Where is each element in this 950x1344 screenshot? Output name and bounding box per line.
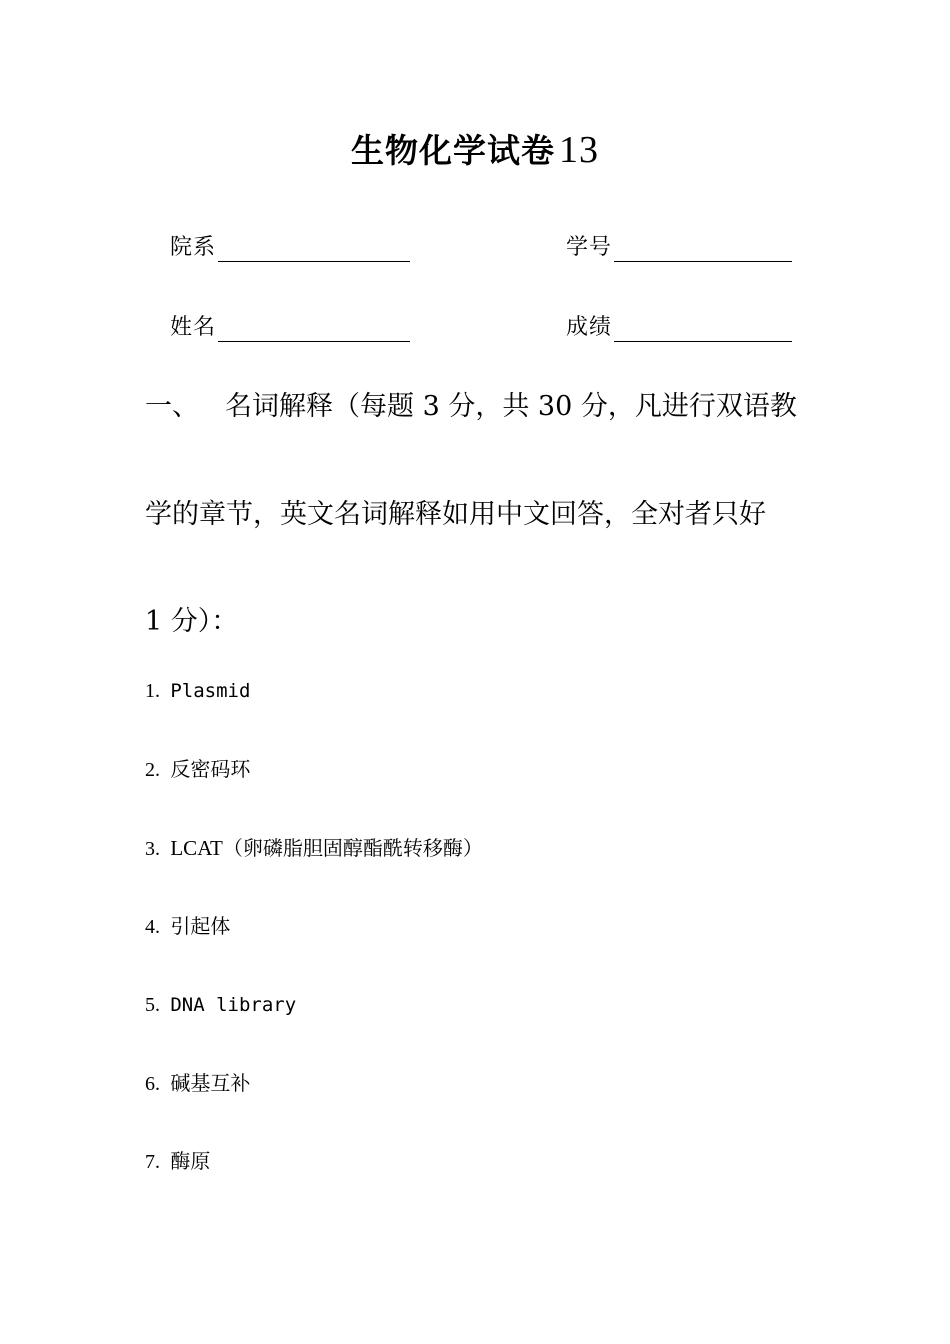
- student-id-field: [566, 232, 792, 262]
- question-number: 6.: [145, 1073, 160, 1095]
- question-text: （卵磷脂胆固醇酯酰转移酶）: [222, 836, 483, 860]
- question-text: 酶原: [170, 1149, 211, 1173]
- question-number: 1.: [145, 680, 160, 702]
- section-instructions-1: 名词解释（每题 3 分，共 30 分，凡进行双语教: [225, 391, 797, 422]
- name-blank[interactable]: [218, 315, 410, 342]
- student-id-label: 学号: [566, 235, 613, 260]
- question-text: 反密码环: [170, 757, 251, 781]
- name-field: [170, 312, 410, 342]
- question-item: [145, 990, 296, 1019]
- question-text: DNA library: [170, 994, 297, 1016]
- department-blank[interactable]: [218, 235, 410, 262]
- question-number: 3.: [145, 838, 160, 860]
- department-field: [170, 232, 410, 262]
- student-id-blank[interactable]: [614, 235, 792, 262]
- score-blank[interactable]: [614, 315, 792, 342]
- question-abbrev: LCAT: [170, 836, 223, 860]
- question-text: 引起体: [170, 914, 231, 938]
- section-heading-line-3: 1 分）：: [145, 606, 239, 637]
- question-number: 5.: [145, 994, 160, 1016]
- section-heading-line-2: 学的章节，英文名词解释如用中文回答，全对者只好: [145, 499, 766, 530]
- question-item: [145, 1147, 210, 1176]
- question-number: 2.: [145, 759, 160, 781]
- question-text: Plasmid: [170, 680, 251, 702]
- score-field: [566, 312, 792, 342]
- section-heading-line-1: [145, 389, 797, 425]
- title-text: 生物化学试卷: [351, 131, 555, 170]
- section-number: 一、: [145, 391, 199, 422]
- department-label: 院系: [170, 235, 217, 260]
- question-item: [145, 834, 483, 863]
- question-item: [145, 755, 250, 784]
- score-label: 成绩: [566, 315, 613, 340]
- page-title: [0, 128, 950, 173]
- question-item: [145, 1069, 250, 1098]
- name-label: 姓名: [170, 315, 217, 340]
- question-item: [145, 912, 230, 941]
- question-number: 7.: [145, 1151, 160, 1173]
- title-number: 13: [559, 129, 599, 171]
- question-text: 碱基互补: [170, 1071, 251, 1095]
- question-number: 4.: [145, 916, 160, 938]
- question-item: [145, 676, 250, 705]
